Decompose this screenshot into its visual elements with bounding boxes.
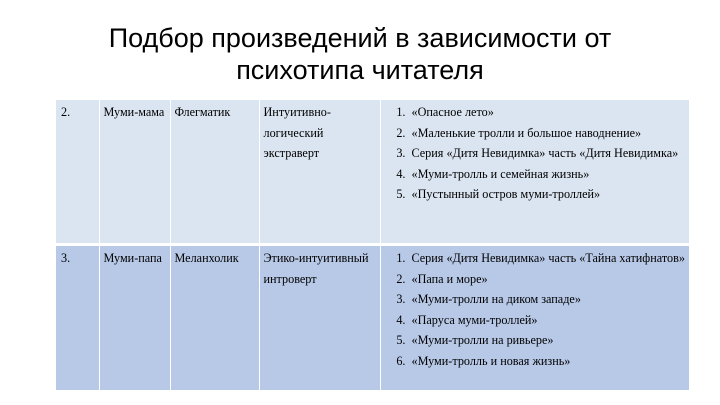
list-item: 2. «Папа и море»	[409, 269, 686, 290]
psychotype-cell: Этико-интуитивный интроверт	[259, 245, 380, 392]
slide-title	[0, 22, 720, 86]
works-cell	[380, 245, 689, 392]
table-row	[56, 245, 689, 392]
psychotype-cell: Интуитивно-логический экстраверт	[259, 100, 380, 245]
row-number: 3.	[56, 245, 99, 392]
list-item: 3. Серия «Дитя Невидимка» часть «Дитя Невидимка»	[409, 143, 686, 164]
list-item: 1. Серия «Дитя Невидимка» часть «Тайна хатифнатов»	[409, 248, 686, 269]
list-item: 6. «Муми-тролль и новая жизнь»	[409, 351, 686, 372]
character-cell: Муми-мама	[99, 100, 170, 245]
title-line-2: психотипа читателя	[236, 55, 484, 85]
character-cell: Муми-папа	[99, 245, 170, 392]
temperament-cell: Меланхолик	[170, 245, 259, 392]
list-item: 5. «Муми-тролли на ривьере»	[409, 330, 686, 351]
list-item: 4. «Паруса муми-троллей»	[409, 310, 686, 331]
works-list	[385, 102, 686, 205]
list-item: 4. «Муми-тролль и семейная жизнь»	[409, 164, 686, 185]
list-item: 3. «Муми-тролли на диком западе»	[409, 289, 686, 310]
row-number: 2.	[56, 100, 99, 245]
list-item: 1. «Опасное лето»	[409, 102, 686, 123]
works-cell	[380, 100, 689, 245]
title-line-1: Подбор произведений в зависимости от	[108, 23, 612, 53]
works-list	[385, 248, 686, 372]
table-row	[56, 100, 689, 245]
psychotype-table	[56, 100, 689, 393]
list-item: 2. «Маленькие тролли и большое наводнение»	[409, 123, 686, 144]
list-item: 5. «Пустынный остров муми-троллей»	[409, 184, 686, 205]
temperament-cell: Флегматик	[170, 100, 259, 245]
